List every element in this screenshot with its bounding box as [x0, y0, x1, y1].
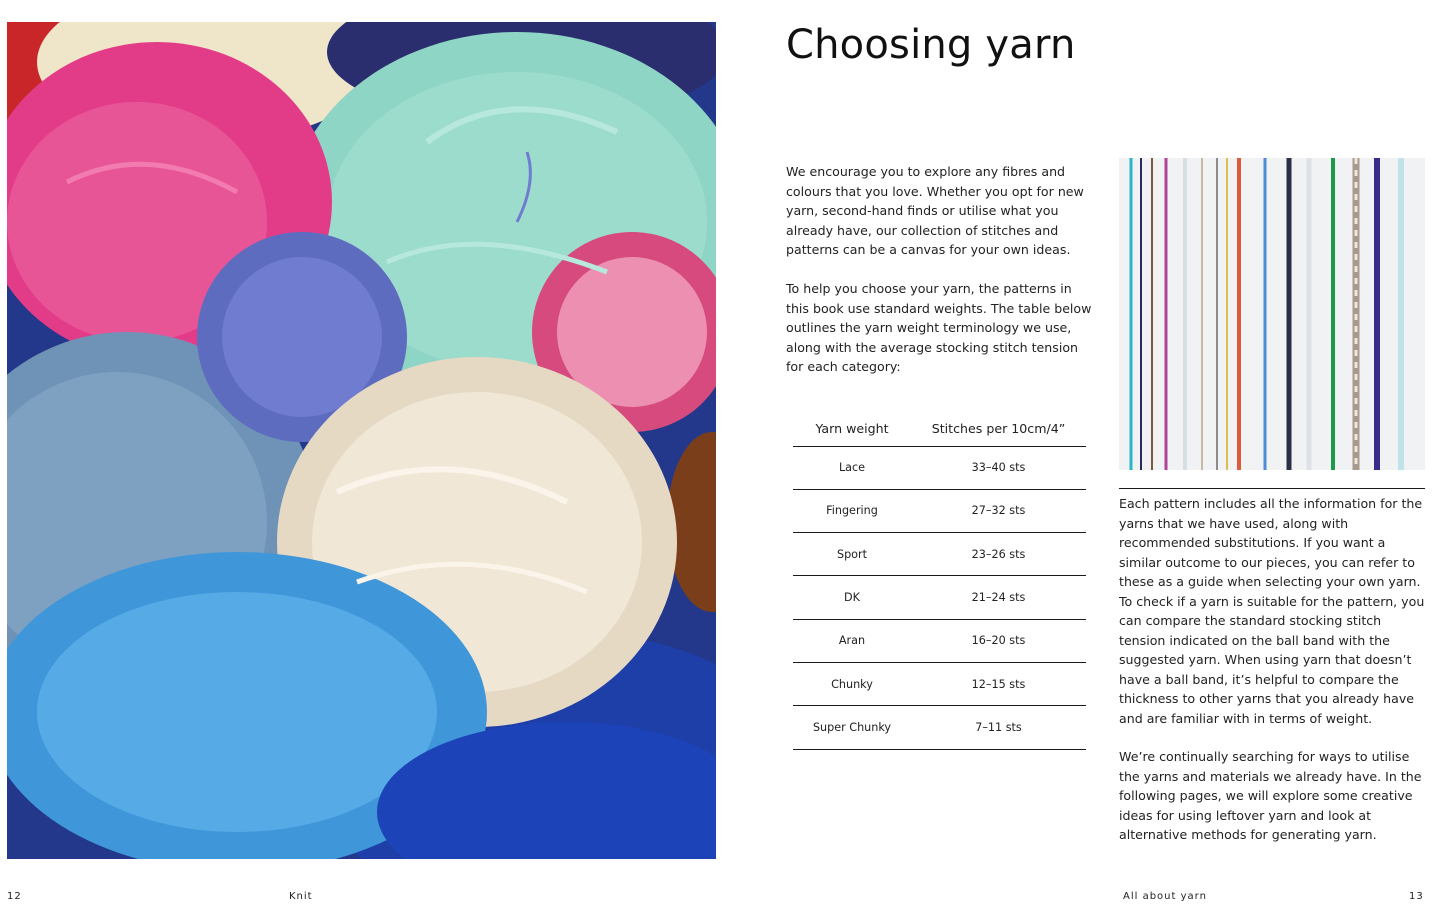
- table-cell-stitches: 7–11 sts: [911, 706, 1086, 749]
- page-title: Choosing yarn: [786, 22, 1076, 68]
- table-cell-stitches: 16–20 sts: [911, 619, 1086, 662]
- yarn-balls-photo: [7, 22, 716, 859]
- table-cell-weight: Aran: [793, 619, 911, 662]
- intro-paragraph-1: We encourage you to explore any fibres and colours that you love. Whether you opt for new yarn, second-hand finds or utilise what you already have, our collection of stitches and patterns can be a canvas for your own ideas.: [786, 164, 1084, 258]
- left-running-title: Knit: [289, 891, 313, 902]
- table-cell-stitches: 33–40 sts: [911, 446, 1086, 489]
- table-row: [793, 533, 1086, 576]
- side-paragraph-2: We’re continually searching for ways to utilise the yarns and materials we already have. In the following pages, we will explore some creative ideas for using leftover yarn and look at alternative methods for generating yarn.: [1119, 749, 1422, 842]
- column-header-yarn-weight: Yarn weight: [793, 411, 911, 446]
- column-header-stitches: Stitches per 10cm/4”: [911, 411, 1086, 446]
- divider-rule: [1119, 488, 1425, 489]
- side-text: [1119, 494, 1425, 845]
- table-row: [793, 619, 1086, 662]
- table-cell-weight: Fingering: [793, 489, 911, 532]
- table-row: [793, 576, 1086, 619]
- table-row: [793, 446, 1086, 489]
- yarn-strands-photo: [1119, 158, 1425, 470]
- table-cell-stitches: 27–32 sts: [911, 489, 1086, 532]
- right-page-number: 13: [1409, 891, 1424, 902]
- table-row: [793, 489, 1086, 532]
- table-cell-weight: DK: [793, 576, 911, 619]
- table-cell-weight: Lace: [793, 446, 911, 489]
- table-row: [793, 662, 1086, 705]
- table-cell-stitches: 12–15 sts: [911, 662, 1086, 705]
- side-paragraph-1: Each pattern includes all the information for the yarns that we have used, along with recommended substitutions. If you want a similar outcome to our pieces, you can refer to these as a guide when selecting your own yarn. To check if a yarn is suitable for the pattern, you can compare the standard stocking stitch tension indicated on the ball band with the suggested yarn. When using yarn that doesn’t have a ball band, it’s helpful to compare the thickness to other yarns that you already have and are familiar with in terms of weight.: [1119, 496, 1425, 726]
- table-row: [793, 706, 1086, 749]
- table-cell-weight: Sport: [793, 533, 911, 576]
- yarn-weight-table: [793, 411, 1086, 750]
- table-header-row: [793, 411, 1086, 446]
- intro-paragraph-2: To help you choose your yarn, the patterns in this book use standard weights. The table below outlines the yarn weight terminology we use, along with the average stocking stitch tension for each category:: [786, 280, 1092, 375]
- left-page-number: 12: [7, 891, 22, 902]
- right-running-title: All about yarn: [1123, 891, 1207, 902]
- table-cell-stitches: 23–26 sts: [911, 533, 1086, 576]
- table-cell-stitches: 21–24 sts: [911, 576, 1086, 619]
- table-cell-weight: Chunky: [793, 662, 911, 705]
- intro-text: [786, 162, 1096, 377]
- table-cell-weight: Super Chunky: [793, 706, 911, 749]
